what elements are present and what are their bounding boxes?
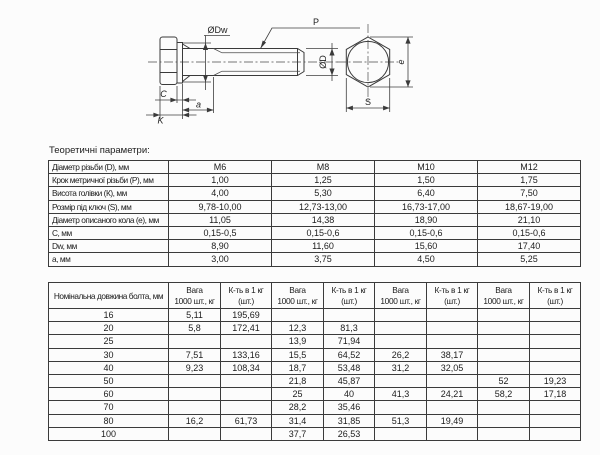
value-cell: М6 xyxy=(169,161,272,174)
value-cell xyxy=(530,309,581,322)
value-cell: 51,3 xyxy=(375,414,427,427)
value-cell xyxy=(375,335,427,348)
value-cell: 40 xyxy=(324,388,375,401)
weights-header-row xyxy=(49,283,581,309)
row-label-cell: Крок метричної різьби (Р), мм xyxy=(49,174,169,187)
value-cell xyxy=(478,414,530,427)
table-row xyxy=(49,414,581,427)
value-cell xyxy=(272,309,324,322)
value-cell xyxy=(530,322,581,335)
value-cell xyxy=(478,427,530,440)
row-label-cell: Dw, мм xyxy=(49,240,169,253)
row-label-cell: 50 xyxy=(49,374,169,387)
value-cell: 5,11 xyxy=(169,309,221,322)
row-label-cell: 60 xyxy=(49,388,169,401)
value-cell: 16,73-17,00 xyxy=(375,200,478,213)
value-cell xyxy=(169,388,221,401)
table-row xyxy=(49,374,581,387)
value-cell xyxy=(169,374,221,387)
value-cell: 12,73-13,00 xyxy=(272,200,375,213)
value-cell: 6,40 xyxy=(375,187,478,200)
value-cell xyxy=(478,361,530,374)
table-row xyxy=(49,401,581,414)
row-label-cell: С, мм xyxy=(49,226,169,239)
value-cell: 0,15-0,6 xyxy=(375,226,478,239)
value-cell: 58,2 xyxy=(478,388,530,401)
value-cell: 71,94 xyxy=(324,335,375,348)
value-cell: 52 xyxy=(478,374,530,387)
col-header-count-m12: К-ть в 1 кг (шт.) xyxy=(530,283,581,309)
row-label-cell: Діаметр описаного кола (е), мм xyxy=(49,213,169,226)
value-cell: 35,46 xyxy=(324,401,375,414)
table-row xyxy=(49,361,581,374)
value-cell: 38,17 xyxy=(427,348,478,361)
value-cell: 3,00 xyxy=(169,253,272,266)
value-cell: 108,34 xyxy=(221,361,272,374)
value-cell: М12 xyxy=(478,161,581,174)
value-cell: 172,41 xyxy=(221,322,272,335)
section-title: Теоретичні параметри: xyxy=(49,145,150,156)
value-cell xyxy=(478,335,530,348)
row-label-cell: Розмір під ключ (S), мм xyxy=(49,200,169,213)
dim-label-a: a xyxy=(195,99,202,110)
value-cell: 5,8 xyxy=(169,322,221,335)
value-cell: 195,69 xyxy=(221,309,272,322)
value-cell: 11,05 xyxy=(169,213,272,226)
value-cell: М10 xyxy=(375,161,478,174)
table-row xyxy=(49,388,581,401)
value-cell: 17,18 xyxy=(530,388,581,401)
col-header-weight-m6: Вага 1000 шт., кг xyxy=(169,283,221,309)
col-header-weight-m8: Вага 1000 шт., кг xyxy=(272,283,324,309)
row-label-cell: Діаметр різьби (D), мм xyxy=(49,161,169,174)
value-cell: 31,4 xyxy=(272,414,324,427)
value-cell: 12,3 xyxy=(272,322,324,335)
value-cell xyxy=(427,309,478,322)
value-cell: 37,7 xyxy=(272,427,324,440)
table-row xyxy=(49,240,581,253)
table-row xyxy=(49,309,581,322)
value-cell xyxy=(375,309,427,322)
value-cell xyxy=(530,361,581,374)
value-cell xyxy=(427,335,478,348)
value-cell xyxy=(375,401,427,414)
value-cell: 8,90 xyxy=(169,240,272,253)
dim-label-dw: ØDw xyxy=(207,25,228,35)
value-cell: 15,60 xyxy=(375,240,478,253)
table-row xyxy=(49,213,581,226)
value-cell: 17,40 xyxy=(478,240,581,253)
value-cell xyxy=(221,374,272,387)
value-cell: 18,90 xyxy=(375,213,478,226)
value-cell: 7,51 xyxy=(169,348,221,361)
value-cell: 31,2 xyxy=(375,361,427,374)
col-header-length: Номінальна довжина болта, мм xyxy=(49,283,169,309)
table-row xyxy=(49,322,581,335)
value-cell: 21,8 xyxy=(272,374,324,387)
value-cell xyxy=(324,309,375,322)
row-label-cell: 16 xyxy=(49,309,169,322)
value-cell: 0,15-0,6 xyxy=(272,226,375,239)
value-cell: 26,53 xyxy=(324,427,375,440)
row-label-cell: 20 xyxy=(49,322,169,335)
table-row xyxy=(49,161,581,174)
value-cell: М8 xyxy=(272,161,375,174)
dim-label-c: C xyxy=(160,89,167,99)
value-cell xyxy=(221,335,272,348)
value-cell: 5,30 xyxy=(272,187,375,200)
value-cell xyxy=(427,322,478,335)
value-cell xyxy=(169,401,221,414)
col-header-count-m6: К-ть в 1 кг (шт.) xyxy=(221,283,272,309)
value-cell: 4,00 xyxy=(169,187,272,200)
value-cell: 15,5 xyxy=(272,348,324,361)
value-cell: 133,16 xyxy=(221,348,272,361)
col-header-weight-m12: Вага 1000 шт., кг xyxy=(478,283,530,309)
value-cell: 1,75 xyxy=(478,174,581,187)
row-label-cell: 30 xyxy=(49,348,169,361)
value-cell: 19,49 xyxy=(427,414,478,427)
value-cell xyxy=(478,401,530,414)
row-label-cell: а, мм xyxy=(49,253,169,266)
table-row xyxy=(49,348,581,361)
value-cell: 11,60 xyxy=(272,240,375,253)
value-cell: 81,3 xyxy=(324,322,375,335)
value-cell: 18,7 xyxy=(272,361,324,374)
value-cell xyxy=(375,322,427,335)
table-row xyxy=(49,187,581,200)
value-cell: 1,00 xyxy=(169,174,272,187)
value-cell: 7,50 xyxy=(478,187,581,200)
value-cell xyxy=(530,348,581,361)
dim-label-p: P xyxy=(312,17,320,27)
value-cell xyxy=(169,427,221,440)
value-cell: 0,15-0,6 xyxy=(478,226,581,239)
dim-label-d: ØD xyxy=(318,55,328,69)
value-cell: 1,50 xyxy=(375,174,478,187)
value-cell: 18,67-19,00 xyxy=(478,200,581,213)
row-label-cell: 40 xyxy=(49,361,169,374)
table-row xyxy=(49,253,581,266)
value-cell xyxy=(427,401,478,414)
col-header-count-m8: К-ть в 1 кг (шт.) xyxy=(324,283,375,309)
value-cell xyxy=(221,427,272,440)
row-label-cell: 25 xyxy=(49,335,169,348)
value-cell: 21,10 xyxy=(478,213,581,226)
value-cell: 19,23 xyxy=(530,374,581,387)
row-label-cell: Висота голівки (К), мм xyxy=(49,187,169,200)
row-label-cell: 70 xyxy=(49,401,169,414)
value-cell xyxy=(478,322,530,335)
weights-table xyxy=(48,282,581,441)
dim-label-k: K xyxy=(157,115,164,126)
value-cell: 45,87 xyxy=(324,374,375,387)
bolt-drawing xyxy=(0,0,600,142)
value-cell: 28,2 xyxy=(272,401,324,414)
col-header-weight-m10: Вага 1000 шт., кг xyxy=(375,283,427,309)
table-row xyxy=(49,174,581,187)
value-cell: 41,3 xyxy=(375,388,427,401)
row-label-cell: 80 xyxy=(49,414,169,427)
value-cell xyxy=(169,335,221,348)
value-cell: 16,2 xyxy=(169,414,221,427)
value-cell xyxy=(530,335,581,348)
value-cell: 32,05 xyxy=(427,361,478,374)
table-row xyxy=(49,200,581,213)
row-label-cell: 100 xyxy=(49,427,169,440)
bolt-side-view xyxy=(148,37,338,85)
value-cell xyxy=(530,427,581,440)
value-cell: 9,23 xyxy=(169,361,221,374)
value-cell: 4,50 xyxy=(375,253,478,266)
value-cell xyxy=(478,348,530,361)
dim-label-e: e xyxy=(396,59,406,65)
value-cell: 9,78-10,00 xyxy=(169,200,272,213)
table-row xyxy=(49,427,581,440)
value-cell: 64,52 xyxy=(324,348,375,361)
value-cell: 61,73 xyxy=(221,414,272,427)
table-row xyxy=(49,335,581,348)
value-cell xyxy=(478,309,530,322)
value-cell: 0,15-0,5 xyxy=(169,226,272,239)
parameters-table xyxy=(48,160,581,267)
value-cell: 1,25 xyxy=(272,174,375,187)
dim-label-s: S xyxy=(364,97,372,107)
value-cell xyxy=(375,427,427,440)
value-cell xyxy=(375,374,427,387)
value-cell: 13,9 xyxy=(272,335,324,348)
value-cell: 26,2 xyxy=(375,348,427,361)
value-cell: 25 xyxy=(272,388,324,401)
table-row xyxy=(49,226,581,239)
value-cell: 31,85 xyxy=(324,414,375,427)
value-cell xyxy=(427,427,478,440)
value-cell: 5,25 xyxy=(478,253,581,266)
value-cell: 3,75 xyxy=(272,253,375,266)
value-cell: 53,48 xyxy=(324,361,375,374)
value-cell xyxy=(427,374,478,387)
value-cell xyxy=(530,401,581,414)
value-cell: 24,21 xyxy=(427,388,478,401)
value-cell: 14,38 xyxy=(272,213,375,226)
col-header-count-m10: К-ть в 1 кг (шт.) xyxy=(427,283,478,309)
value-cell xyxy=(530,414,581,427)
value-cell xyxy=(221,401,272,414)
value-cell xyxy=(221,388,272,401)
